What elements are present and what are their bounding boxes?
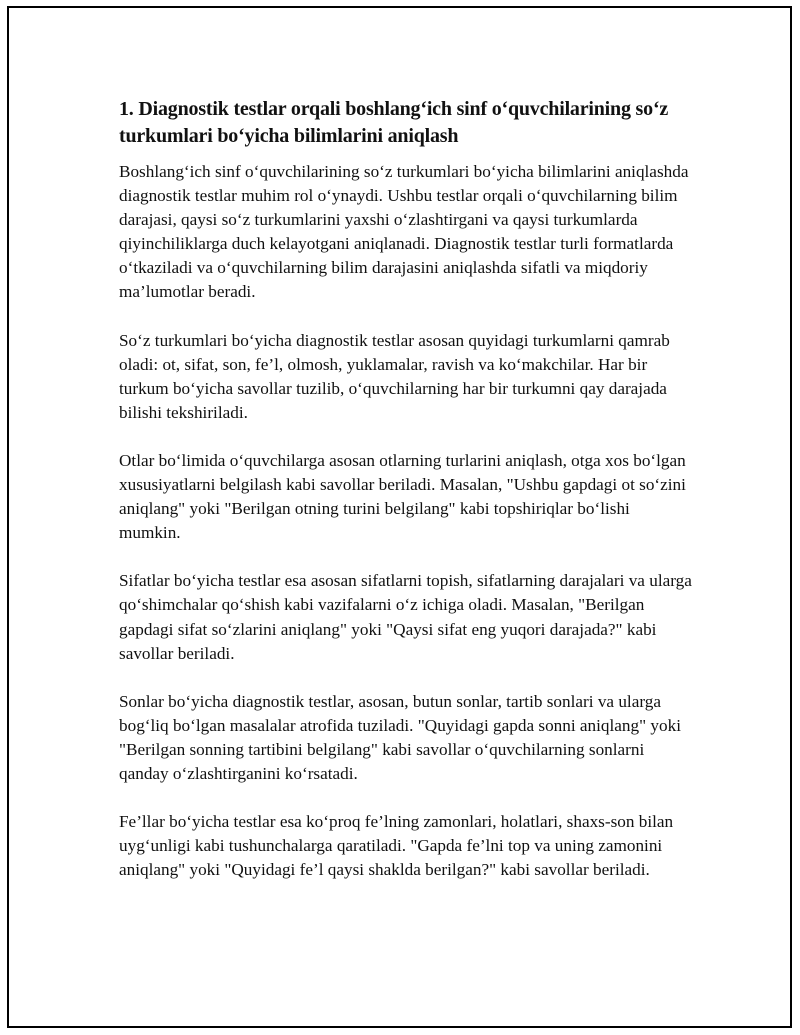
document-body xyxy=(119,96,694,906)
paragraph-intro: Boshlang‘ich sinf o‘quvchilarining so‘z turkumlari bo‘yicha bilimlarini aniqlashda diagnostik testlar muhim rol o‘ynaydi. Ushbu testlar orqali o‘quvchilarning bilim darajasi, qaysi so‘z turkumlarini yaxshi o‘zlashtirgani va qaysi turkumlarda qiyinchiliklarga duch kelayotgani aniqlanadi. Diagnostik testlar turli formatlarda o‘tkaziladi va o‘quvchilarning bilim darajasini aniqlashda sifatli va miqdoriy ma’lumotlar beradi. xyxy=(119,162,689,302)
document-page xyxy=(7,6,792,1028)
paragraph-adjectives: Sifatlar bo‘yicha testlar esa asosan sifatlarni topish, sifatlarning darajalari va ularga qo‘shimchalar qo‘shish kabi vazifalarni o‘z ichiga oladi. Masalan, "Berilgan gapdagi sifat so‘zlarini aniqlang" yoki "Qaysi sifat eng yuqori darajada?" kabi savollar beriladi. xyxy=(119,571,692,663)
paragraph-numerals: Sonlar bo‘yicha diagnostik testlar, asosan, butun sonlar, tartib sonlari va ularga bog‘liq bo‘lgan masalalar atrofida tuziladi. "Quyidagi gapda sonni aniqlang" yoki "Berilgan sonning tartibini belgilang" kabi savollar o‘quvchilarning sonlarni qanday o‘zlashtirganini ko‘rsatadi. xyxy=(119,691,681,783)
paragraph-verbs: Fe’llar bo‘yicha testlar esa ko‘proq fe’lning zamonlari, holatlari, shaxs-son bilan uyg‘unligi kabi tushunchalarga qaratiladi. "Gapda fe’lni top va uning zamonini aniqlang" yoki "Quyidagi fe’l qaysi shaklda berilgan?" kabi savollar beriladi. xyxy=(119,812,674,880)
section-heading: 1. Diagnostik testlar orqali boshlang‘ich sinf o‘quvchilarining so‘z turkumlari bo‘yicha bilimlarini aniqlash xyxy=(119,98,669,147)
paragraph-word-classes: So‘z turkumlari bo‘yicha diagnostik testlar asosan quyidagi turkumlarni qamrab oladi: ot, sifat, son, fe’l, olmosh, yuklamalar, ravish va ko‘makchilar. Har bir turkum bo‘yicha savollar tuzilib, o‘quvchilarning har bir turkumni qay darajada bilishi tekshiriladi. xyxy=(119,330,670,422)
paragraph-nouns: Otlar bo‘limida o‘quvchilarga asosan otlarning turlarini aniqlash, otga xos bo‘lgan xususiyatlarni belgilash kabi savollar beriladi. Masalan, "Ushbu gapdagi ot so‘zini aniqlang" yoki "Berilgan otning turini belgilang" kabi topshiriqlar bo‘lishi mumkin. xyxy=(119,450,686,543)
